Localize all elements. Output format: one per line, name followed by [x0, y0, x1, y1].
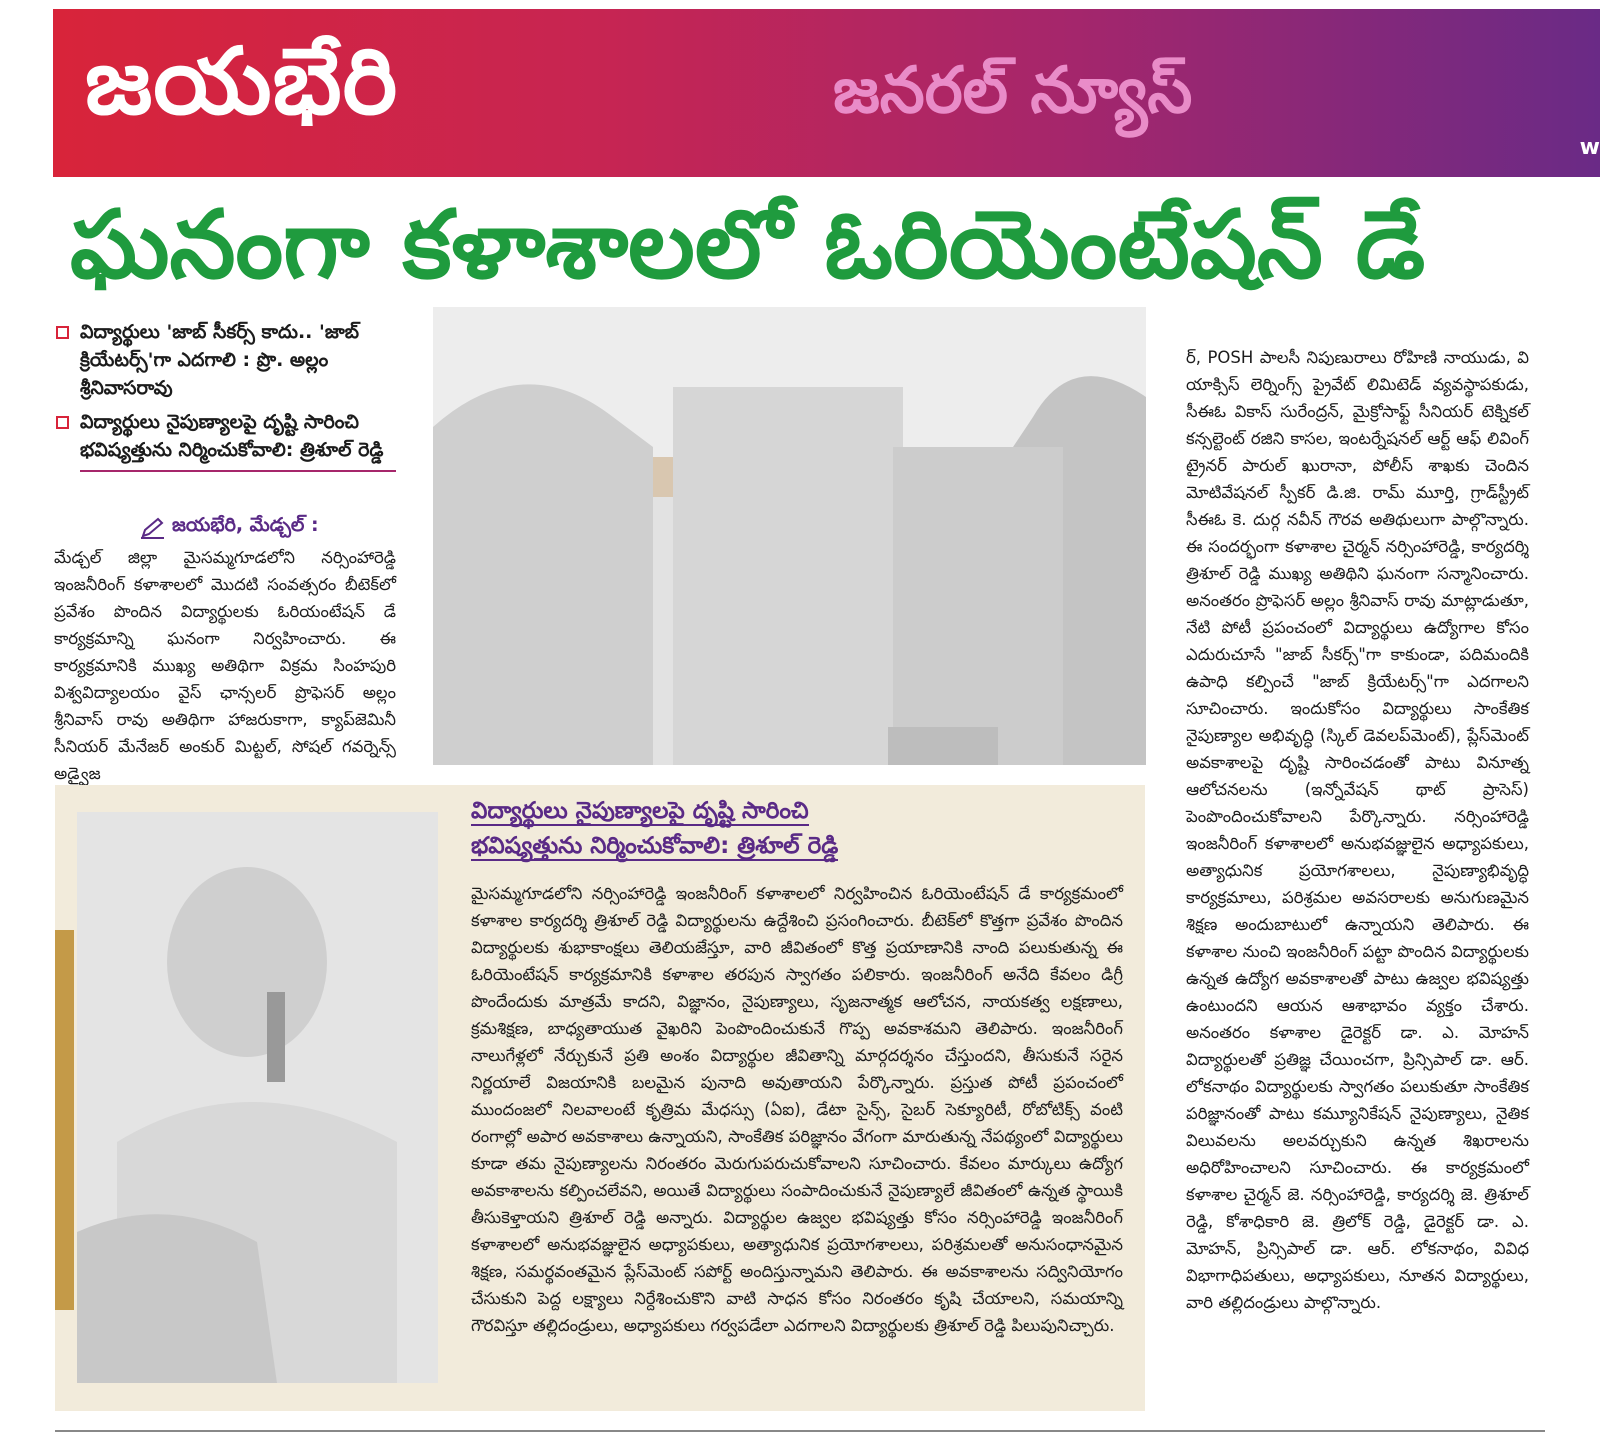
section-title: జనరల్ న్యూస్	[833, 54, 1193, 128]
left-column-text: మేడ్చల్ జిల్లా మైసమ్మగూడలోని నర్సింహారెడ్డి ఇంజనీరింగ్ కళాశాలలో మొదటి సంవత్సరం బీటెక్‌లో ప్రవేశం పొందిన విద్యార్థులకు ఓరియంటేషన్ డే కార్యక్రమాన్ని ఘనంగా నిర్వహించారు. ఈ కార్యక్రమానికి ముఖ్య అతిథిగా విక్రమ సింహపురి విశ్వవిద్యాలయం వైస్ ఛాన్సలర్ ప్రొఫెసర్ అల్లం శ్రీనివాస్ రావు అతిథిగా హాజరుకాగా, క్యాప్‌జెమినీ సీనియర్ మేనేజర్ అంకుర్ మిట్టల్, సోషల్ గవర్నెన్స్ అడ్వైజ	[54, 548, 396, 783]
highlight-text: విద్యార్థులు నైపుణ్యాలపై దృష్టి సారించి భవిష్యత్తును నిర్మించుకోవాలి: త్రిశూల్ రెడ్డి	[80, 411, 384, 461]
masthead-corner-text: w	[1579, 135, 1600, 160]
photo-placeholder-icon	[433, 307, 1146, 765]
highlights	[54, 318, 396, 478]
dateline	[140, 514, 319, 541]
box-accent-bar	[55, 930, 74, 1310]
bullet-square-icon	[56, 416, 69, 429]
headline: ఘనంగా కళాశాలలో ఓరియెంటేషన్ డే	[70, 191, 1426, 300]
box-headline-line-1: విద్యార్థులు నైపుణ్యాలపై దృష్టి సారించి	[471, 798, 809, 824]
pen-icon	[140, 517, 166, 539]
bullet-square-icon	[56, 326, 69, 339]
box-headline	[471, 794, 1111, 864]
bottom-rule	[55, 1430, 1545, 1432]
photo-placeholder-icon	[77, 812, 438, 1383]
box-body-text: మైసమ్మగూడలోని నర్సింహారెడ్డి ఇంజనీరింగ్ కళాశాలలో నిర్వహించిన ఓరియెంటేషన్ డే కార్యక్రమంలో కళాశాల కార్యదర్శి త్రిశూల్ రెడ్డి విద్యార్థులను ఉద్దేశించి ప్రసంగించారు. బీటెక్‌లో కొత్తగా ప్రవేశం పొందిన విద్యార్థులకు శుభాకాంక్షలు తెలియజేస్తూ, వారి జీవితంలో కొత్త ప్రయాణానికి నాంది పలుకుతున్న ఈ ఓరియెంటేషన్ కార్యక్రమానికి కళాశాల తరపున స్వాగతం పలికారు. ఇంజనీరింగ్ అనేది కేవలం డిగ్రీ పొందేందుకు మాత్రమే కాదని, విజ్ఞానం, నైపుణ్యాలు, సృజనాత్మక ఆలోచన, నాయకత్వ లక్షణాలు, క్రమశిక్షణ, బాధ్యతాయుత వైఖరిని పెంపొందించుకునే గొప్ప అవకాశమని తెలిపారు. ఇంజనీరింగ్ నాలుగేళ్లలో నేర్చుకునే ప్రతి అంశం విద్యార్థుల జీవితాన్ని మార్గదర్శనం చేస్తుందని, తీసుకునే సరైన నిర్ణయాలే విజయానికి బలమైన పునాది అవుతాయని పేర్కొన్నారు. ప్రస్తుత పోటీ ప్రపంచంలో ముందంజలో నిలవాలంటే కృత్రిమ మేధస్సు (ఏఐ), డేటా సైన్స్, సైబర్ సెక్యూరిటీ, రోబోటిక్స్ వంటి రంగాల్లో అపార అవకాశాలు ఉన్నాయని, సాంకేతిక పరిజ్ఞానం వేగంగా మారుతున్న నేపథ్యంలో విద్యార్థులు కూడా తమ నైపుణ్యాలను నిరంతరం మెరుగుపరుచుకోవాలని సూచించారు. కేవలం మార్కులు ఉద్యోగ అవకాశాలను కల్పించలేవని, అయితే విద్యార్థులు సంపాదించుకునే నైపుణ్యాలే జీవితంలో ఉన్నత స్థాయికి తీసుకెళ్తాయని త్రిశూల్ రెడ్డి అన్నారు. విద్యార్థుల ఉజ్వల భవిష్యత్తు కోసం నర్సింహారెడ్డి ఇంజనీరింగ్ కళాశాలలో అనుభవజ్ఞులైన అధ్యాపకులు, అత్యాధునిక ప్రయోగశాలలు, పరిశ్రమలతో అనుసంధానమైన శిక్షణ, సమర్థవంతమైన ప్లేస్‌మెంట్ సపోర్ట్ అందిస్తున్నామని తెలిపారు. ఈ అవకాశాలను సద్వినియోగం చేసుకుని పెద్ద లక్ష్యాలు నిర్దేశించుకొని వాటి సాధన కోసం నిరంతరం కృషి చేయాలని, సమయాన్ని గౌరవిస్తూ తల్లిదండ్రులు, అధ్యాపకులు గర్వపడేలా ఎదగాలని విద్యార్థులకు త్రిశూల్ రెడ్డి పిలుపునిచ్చారు.	[471, 884, 1123, 1335]
dateline-text: జయభేరి, మేడ్చల్ :	[172, 514, 319, 536]
event-photo-lamp-lighting	[433, 307, 1146, 765]
brand-logo: జయభేరి	[85, 28, 399, 135]
highlight-item	[54, 318, 396, 402]
highlight-text: విద్యార్థులు 'జాబ్ సీకర్స్ కాదు.. 'జాబ్ క్రియేటర్స్'గా ఎదగాలి : ప్రొ. అల్లం శ్రీనివాసరావు	[80, 321, 359, 399]
masthead	[53, 9, 1600, 177]
highlight-divider	[80, 470, 396, 472]
box-headline-line-2: భవిష్యత్తును నిర్మించుకోవాలి: త్రిశూల్ రెడ్డి	[471, 833, 839, 859]
highlight-item	[54, 408, 396, 464]
right-column-text: ర్, POSH పాలసీ నిపుణురాలు రోహిణి నాయుడు, వి యాక్సిస్ లెర్నింగ్స్ ప్రైవేట్ లిమిటెడ్ వ్యవస్థాపకుడు, సీఈఓ వికాస్ సురేంద్రన్, మైక్రోసాఫ్ట్ సీనియర్ టెక్నికల్ కన్సల్టెంట్ రజిని కాసల, ఇంటర్నేషనల్ ఆర్ట్ ఆఫ్ లివింగ్ ట్రైనర్ పారుల్ ఖురానా, పోలీస్ శాఖకు చెందిన మోటివేషనల్ స్పీకర్ డి.జి. రామ్ మూర్తి, గ్రాడ్‌స్ట్రీట్ సీఈఓ కె. దుర్గ నవీన్ గౌరవ అతిథులుగా పాల్గొన్నారు. ఈ సందర్భంగా కళాశాల చైర్మన్ నర్సింహారెడ్డి, కార్యదర్శి త్రిశూల్ రెడ్డి ముఖ్య అతిథిని ఘనంగా సన్మానించారు. అనంతరం ప్రొఫెసర్ అల్లం శ్రీనివాస్ రావు మాట్లాడుతూ, నేటి పోటీ ప్రపంచంలో విద్యార్థులు ఉద్యోగాల కోసం ఎదురుచూసే "జాబ్ సీకర్స్"గా కాకుండా, పదిమందికి ఉపాధి కల్పించే "జాబ్ క్రియేటర్స్"గా ఎదగాలని సూచించారు. ఇందుకోసం విద్యార్థులు సాంకేతిక నైపుణ్యాల అభివృద్ధి (స్కిల్ డెవలప్‌మెంట్), ప్లేస్‌మెంట్ అవకాశాలపై దృష్టి సారించడంతో పాటు వినూత్న ఆలోచనలను (ఇన్నోవేషన్ థాట్ ప్రాసెస్) పెంపొందించుకోవాలని పేర్కొన్నారు. నర్సింహారెడ్డి ఇంజనీరింగ్ కళాశాలలో అనుభవజ్ఞులైన అధ్యాపకులు, అత్యాధునిక ప్రయోగశాలలు, నైపుణ్యాభివృద్ధి కార్యక్రమాలు, పరిశ్రమల అవసరాలకు అనుగుణమైన శిక్షణ అందుబాటులో ఉన్నాయని తెలిపారు. ఈ కళాశాల నుంచి ఇంజనీరింగ్ పట్టా పొందిన విద్యార్థులకు ఉన్నత ఉద్యోగ అవకాశాలతో పాటు ఉజ్వల భవిష్యత్తు ఉంటుందని ఆయన ఆశాభావం వ్యక్తం చేశారు. అనంతరం కళాశాల డైరెక్టర్ డా. ఎ. మోహన్ విద్యార్థులతో ప్రతిజ్ఞ చేయించగా, ప్రిన్సిపాల్ డా. ఆర్. లోకనాథం విద్యార్థులకు స్వాగతం పలుకుతూ సాంకేతిక పరిజ్ఞానంతో పాటు కమ్యూనికేషన్ నైపుణ్యాలు, నైతిక విలువలను అలవర్చుకుని ఉన్నత శిఖరాలను అధిరోహించాలని సూచించారు. ఈ కార్యక్రమంలో కళాశాల చైర్మన్ జె. నర్సింహారెడ్డి, కార్యదర్శి జె. త్రిశూల్ రెడ్డి, కోశాధికారి జె. త్రిలోక్ రెడ్డి, డైరెక్టర్ డా. ఎ. మోహన్, ప్రిన్సిపాల్ డా. ఆర్. లోకనాథం, వివిధ విభాగాధిపతులు, అధ్యాపకులు, నూతన విద్యార్థులు, వారి తల్లిదండ్రులు పాల్గొన్నారు.	[1186, 348, 1530, 1312]
speaker-photo	[77, 812, 438, 1383]
